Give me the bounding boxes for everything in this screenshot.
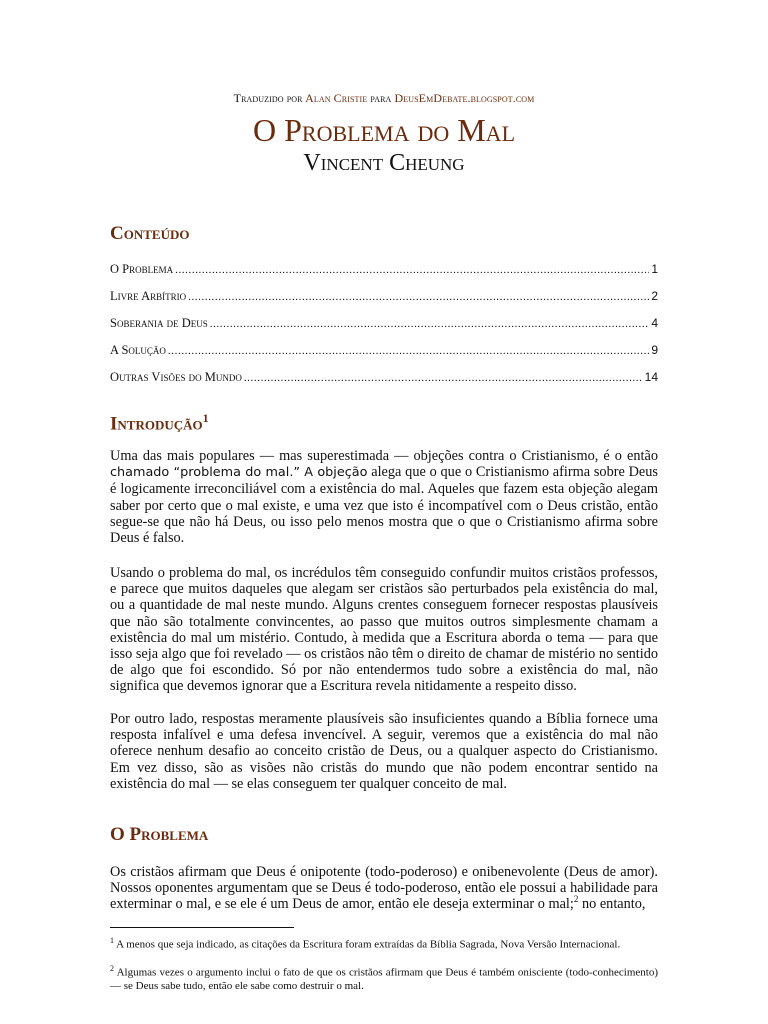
- toc-entry[interactable]: [110, 289, 658, 316]
- introduction-heading-text: Introdução: [110, 413, 203, 435]
- footnote-text: Algumas vezes o argumento inclui o fato de que os cristãos afirmam que Deus é também onisciente (todo-conhecimento) — se Deus sabe tudo, então ele sabe como destruir o mal.: [110, 966, 658, 992]
- toc-entry-label: O Problema: [110, 262, 174, 276]
- introduction-heading: [110, 406, 209, 436]
- translation-credit: [110, 91, 658, 106]
- toc-leader-dots: [188, 291, 649, 303]
- intro-paragraph-3: Por outro lado, respostas meramente plausíveis são insuficientes quando a Bíblia fornece uma resposta infalível e uma defesa invencível. A seguir, veremos que a existência do mal não oferece nenhum desafio ao conceito cristão de Deus, ou a qualquer aspecto do Cristianismo. Em vez disso, são as visões não cristãs do mundo que não podem encontrar sentido na existência do mal — se elas conseguem ter qualquer conceito de mal.: [110, 711, 658, 792]
- site-link[interactable]: DeusEmDebate.blogspot.com: [394, 91, 535, 105]
- footnote-1: [110, 934, 658, 952]
- document-page: [110, 0, 658, 1024]
- footnote-number: 1: [110, 936, 114, 945]
- toc-entry-label: Outras Visões do Mundo: [110, 370, 242, 384]
- footnote-divider: [110, 927, 294, 928]
- footnote-2: [110, 962, 658, 993]
- translator-name: Alan Cristie: [305, 91, 368, 105]
- intro-p1-quote: chamado “problema do mal.” A objeção: [110, 465, 368, 481]
- toc-leader-dots: [210, 318, 650, 330]
- problem-p1-text-b: no entanto,: [578, 896, 646, 913]
- toc-entry-page: 1: [651, 262, 658, 276]
- toc-entry[interactable]: [110, 262, 658, 289]
- intro-p1-text-c: alega que o que o Cristianismo afirma sobre Deus é logicamente irreconciliável com a existência do mal. Aqueles que fazem esta objeção alegam saber por certo que o mal existe, e uma vez que isto é incompatível com o Deus cristão, então segue-se que não há Deus, ou isso pelo menos mostra que o que o Cristianismo afirma sobre Deus é falso.: [110, 464, 658, 547]
- toc-entry[interactable]: [110, 316, 658, 343]
- intro-paragraph-2: Usando o problema do mal, os incrédulos têm conseguido confundir muitos cristãos professos, e parece que muitos daqueles que alegam ser cristãos são perturbados pela existência do mal, ou a quantidade de mal neste mundo. Alguns crentes conseguem fornecer respostas plausíveis que não são totalmente convincentes, ao passo que muitos outros simplesmente chamam a existência do mal um mistério. Contudo, à medida que a Escritura aborda o tema — para que isso seja algo que foi revelado — os cristãos não têm o direito de chamar de mistério no sentido de algo que foi escondido. Só por não entendermos tudo sobre a existência do mal, não significa que devemos ignorar que a Escritura revela nitidamente a respeito disso.: [110, 565, 658, 695]
- toc-entry-label: Livre Arbítrio: [110, 289, 187, 303]
- toc-leader-dots: [168, 345, 649, 357]
- document-title: O Problema do Mal: [252, 112, 516, 148]
- problem-paragraph-1: [110, 864, 658, 913]
- toc-entry-page: 9: [651, 343, 658, 357]
- intro-p1-text-a: Uma das mais populares — mas superestimada — objeções contra o Cristianismo, é o então: [110, 448, 658, 464]
- toc-entry-label: A Solução: [110, 343, 166, 357]
- footnote-ref: 1: [202, 411, 209, 425]
- credit-mid: para: [370, 91, 392, 105]
- table-of-contents: [110, 262, 658, 397]
- intro-paragraph-1: [110, 448, 658, 546]
- toc-entry[interactable]: [110, 343, 658, 370]
- toc-entry[interactable]: [110, 370, 658, 397]
- toc-entry-page: 4: [651, 316, 658, 330]
- problem-p1-text-a: Os cristãos afirmam que Deus é onipotente (todo-poderoso) e onibenevolente (Deus de amor). Nossos oponentes argumentam que se Deus é todo-poderoso, então ele possui a habilidade para exterminar o mal, e se ele é um Deus de amor, então ele deseja exterminar o mal;: [110, 864, 658, 913]
- toc-entry-page: 2: [651, 289, 658, 303]
- footnote-ref: 2: [573, 894, 579, 905]
- toc-leader-dots: [175, 264, 649, 276]
- footnote-number: 2: [110, 964, 114, 973]
- toc-entry-label: Soberania de Deus: [110, 316, 208, 330]
- credit-prefix: Traduzido por: [233, 91, 303, 105]
- footnote-text: A menos que seja indicado, as citações da Escritura foram extraídas da Bíblia Sagrada, Nova Versão Internacional.: [114, 938, 621, 951]
- toc-entry-page: 14: [644, 370, 658, 384]
- problem-heading: O Problema: [110, 824, 209, 845]
- author-name: Vincent Cheung: [303, 150, 465, 176]
- contents-heading: Conteúdo: [110, 223, 190, 244]
- toc-leader-dots: [244, 372, 643, 384]
